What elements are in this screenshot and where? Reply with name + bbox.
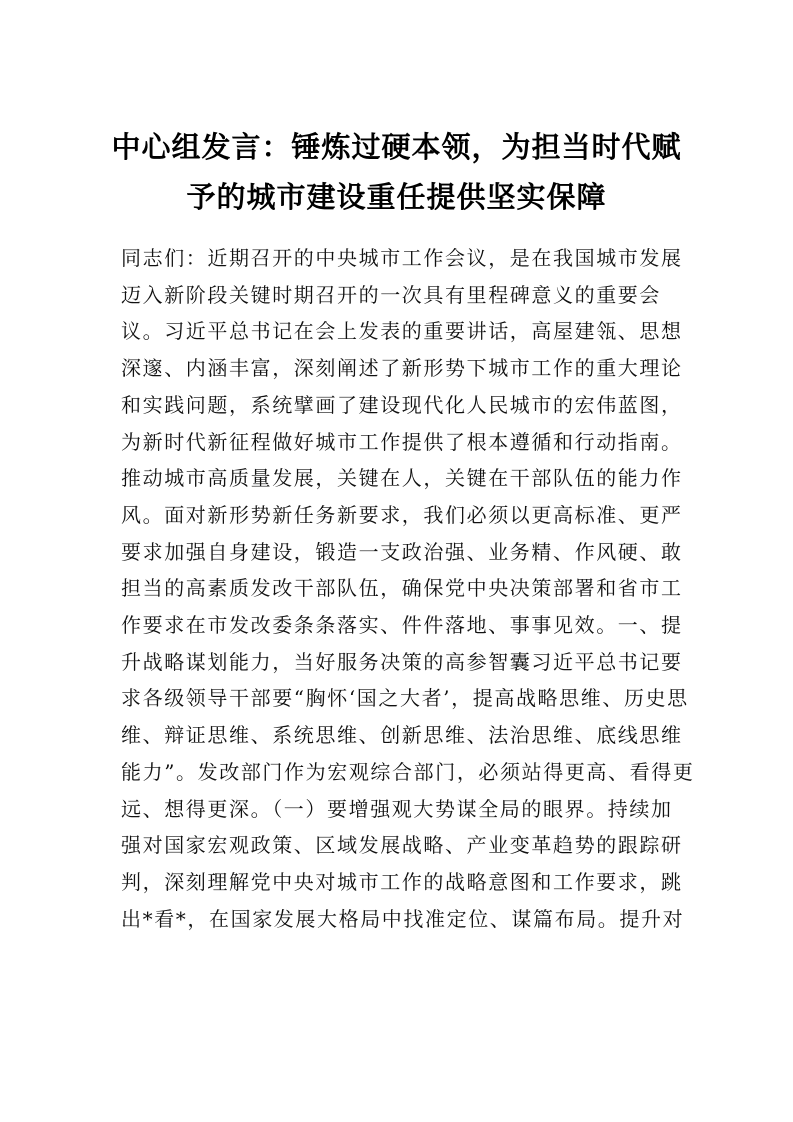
body-line: 同志们：近期召开的中央城市工作会议，是在我国城市发展 <box>121 246 683 270</box>
body-line: 出*看*，在国家发展大格局中找准定位、谋篇布局。提升对 <box>121 906 685 931</box>
body-line: 维、辩证思维、系统思维、创新思维、法治思维、底线思维 <box>121 723 683 748</box>
body-line: 远、想得更深。（一）要增强观大势谋全局的眼界。持续加 <box>121 796 673 821</box>
document-body <box>121 240 695 937</box>
body-line: 推动城市高质量发展，关键在人，关键在干部队伍的能力作 <box>121 466 683 491</box>
body-line: 迈入新阶段关键时期召开的一次具有里程碑意义的重要会 <box>121 282 661 307</box>
body-line: 升战略谋划能力，当好服务决策的高参智囊习近平总书记要 <box>121 649 683 674</box>
body-line: 判，深刻理解党中央对城市工作的战略意图和工作要求，跳 <box>121 869 683 894</box>
body-line: 要求加强自身建设，锻造一支政治强、业务精、作风硬、敢 <box>121 539 683 564</box>
body-line: 深邃、内涵丰富，深刻阐述了新形势下城市工作的重大理论 <box>121 356 683 381</box>
body-line: 能力”。发改部门作为宏观综合部门，必须站得更高、看得更 <box>121 759 695 784</box>
title-line-1: 中心组发言：锤炼过硬本领，为担当时代赋 <box>111 130 682 164</box>
body-line: 议。习近平总书记在会上发表的重要讲话，高屋建瓴、思想 <box>121 319 683 344</box>
document-title <box>110 122 683 222</box>
body-line: 风。面对新形势新任务新要求，我们必须以更高标准、更严 <box>121 502 683 527</box>
body-line: 为新时代新征程做好城市工作提供了根本遵循和行动指南。 <box>121 429 683 454</box>
body-line: 求各级领导干部要“胸怀‘国之大者’，提高战略思维、历史思 <box>121 686 689 711</box>
body-line: 担当的高素质发改干部队伍，确保党中央决策部署和省市工 <box>121 576 683 601</box>
body-line: 强对国家宏观政策、区域发展战略、产业变革趋势的跟踪研 <box>121 833 683 858</box>
body-line: 作要求在市发改委条条落实、件件落地、事事见效。一、提 <box>121 613 683 638</box>
title-line-2: 予的城市建设重任提供坚实保障 <box>186 180 607 214</box>
body-line: 和实践问题，系统擘画了建设现代化人民城市的宏伟蓝图， <box>121 392 683 417</box>
